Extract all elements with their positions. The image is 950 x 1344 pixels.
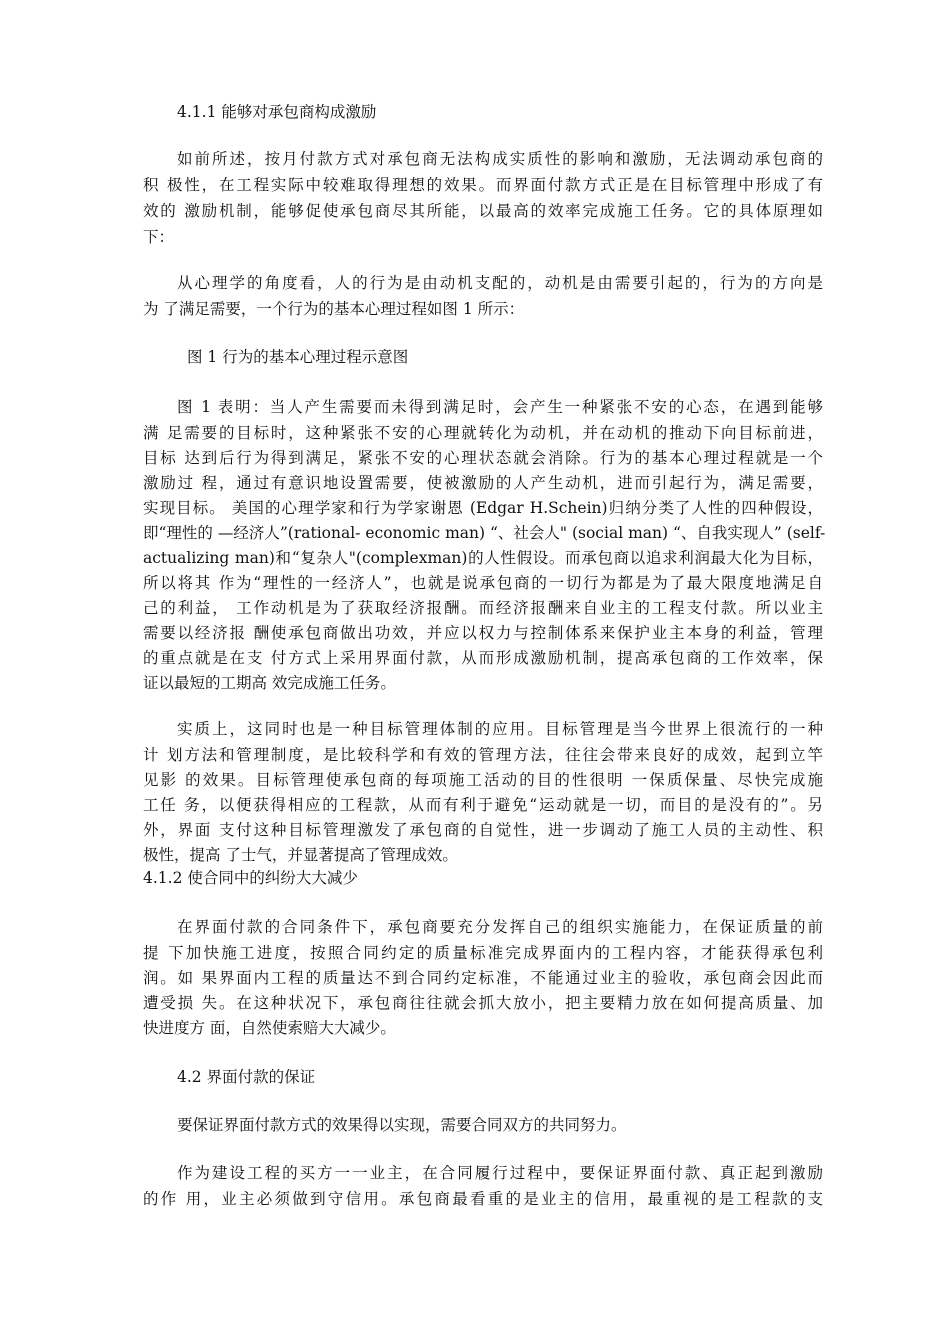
- paragraph-line: 图 1 表明：当人产生需要而未得到满足时，会产生一种紧张不安的心态，在遇到能够: [177, 398, 823, 416]
- paragraph-line: 提 下加快施工进度，按照合同约定的质量标准完成界面内的工程内容，才能获得承包利: [143, 944, 823, 962]
- paragraph-line: 如前所述，按月付款方式对承包商无法构成实质性的影响和激励，无法调动承包商的: [177, 150, 823, 168]
- paragraph-line: 满 足需要的目标时，这种紧张不安的心理就转化为动机，并在动机的推动下向目标前进，: [143, 424, 823, 442]
- paragraph-line: 证以最短的工期高 效完成施工任务。: [143, 674, 396, 692]
- section-heading-4-1-2: 4.1.2 使合同中的纠纷大大减少: [143, 869, 358, 887]
- paragraph-line: 下：: [143, 228, 175, 246]
- paragraph-line: 工任 务，以便获得相应的工程款，从而有利于避免“运动就是一切，而目的是没有的”。另: [143, 796, 823, 814]
- section-heading-4-2: 4.2 界面付款的保证: [177, 1068, 316, 1086]
- paragraph-line: 激励过 程，通过有意识地设置需要，使被激励的人产生动机，进而引起行为，满足需要，: [143, 474, 823, 492]
- paragraph-line: 效的 激励机制，能够促使承包商尽其所能，以最高的效率完成施工任务。它的具体原理如: [143, 202, 823, 220]
- paragraph-line: 快进度方 面，自然使索赔大大减少。: [143, 1019, 396, 1037]
- paragraph-line: 目标 达到后行为得到满足，紧张不安的心理状态就会消除。行为的基本心理过程就是一个: [143, 449, 823, 467]
- paragraph-line: 遭受损 失。在这种状况下，承包商往往就会抓大放小，把主要精力放在如何提高质量、加: [143, 994, 823, 1012]
- paragraph-line: 实质上，这同时也是一种目标管理体制的应用。目标管理是当今世界上很流行的一种: [177, 720, 823, 738]
- paragraph-line: 所以将其 作为“理性的一经济人”，也就是说承包商的一切行为都是为了最大限度地满足自: [143, 574, 823, 592]
- paragraph-line: 的作 用，业主必须做到守信用。承包商最看重的是业主的信用，最重视的是工程款的支: [143, 1190, 823, 1208]
- paragraph-line: 外，界面 支付这种目标管理激发了承包商的自觉性，进一步调动了施工人员的主动性、积: [143, 821, 823, 839]
- paragraph-line: 在界面付款的合同条件下，承包商要充分发挥自己的组织实施能力，在保证质量的前: [177, 918, 823, 936]
- paragraph-line: 实现目标。 美国的心理学家和行为学家谢恩 (Edgar H.Schein)归纳分类了人性的四种假设，: [143, 499, 823, 517]
- paragraph-line: 需要以经济报 酬使承包商做出功效，并应以权力与控制体系来保护业主本身的利益，管理: [143, 624, 823, 642]
- paragraph-line: 即“理性的 —经济人”(rational- economic man) “、社会人" (social man) “、自我实现人” (self-: [143, 524, 826, 542]
- paragraph-line: actualizing man)和“复杂人"(complexman)的人性假设。而承包商以追求利润最大化为目标，: [143, 549, 823, 567]
- paragraph-line: 见影 的效果。目标管理使承包商的每项施工活动的目的性很明 一保质保量、尽快完成施: [143, 771, 823, 789]
- paragraph-line: 积 极性，在工程实际中较难取得理想的效果。而界面付款方式正是在目标管理中形成了有: [143, 176, 823, 194]
- paragraph-line: 从心理学的角度看，人的行为是由动机支配的，动机是由需要引起的，行为的方向是: [177, 274, 823, 292]
- section-heading-4-1-1: 4.1.1 能够对承包商构成激励: [177, 103, 377, 121]
- paragraph-line: 作为建设工程的买方一一业主，在合同履行过程中，要保证界面付款、真正起到激励: [177, 1164, 823, 1182]
- paragraph-line: 的重点就是在支 付方式上采用界面付款，从而形成激励机制，提高承包商的工作效率，保: [143, 649, 823, 667]
- paragraph-line: 润。如 果界面内工程的质量达不到合同约定标准，不能通过业主的验收，承包商会因此而: [143, 969, 823, 987]
- paragraph-line: 为 了满足需要，一个行为的基本心理过程如图 1 所示：: [143, 300, 525, 318]
- paragraph-line: 己的利益， 工作动机是为了获取经济报酬。而经济报酬来自业主的工程支付款。所以业主: [143, 599, 823, 617]
- paragraph-line: 计 划方法和管理制度，是比较科学和有效的管理方法，往往会带来良好的成效，起到立竿: [143, 746, 823, 764]
- figure-caption: 图 1 行为的基本心理过程示意图: [187, 348, 409, 366]
- paragraph-line: 要保证界面付款方式的效果得以实现，需要合同双方的共同努力。: [177, 1116, 627, 1134]
- paragraph-line: 极性，提高 了士气，并显著提高了管理成效。: [143, 846, 458, 864]
